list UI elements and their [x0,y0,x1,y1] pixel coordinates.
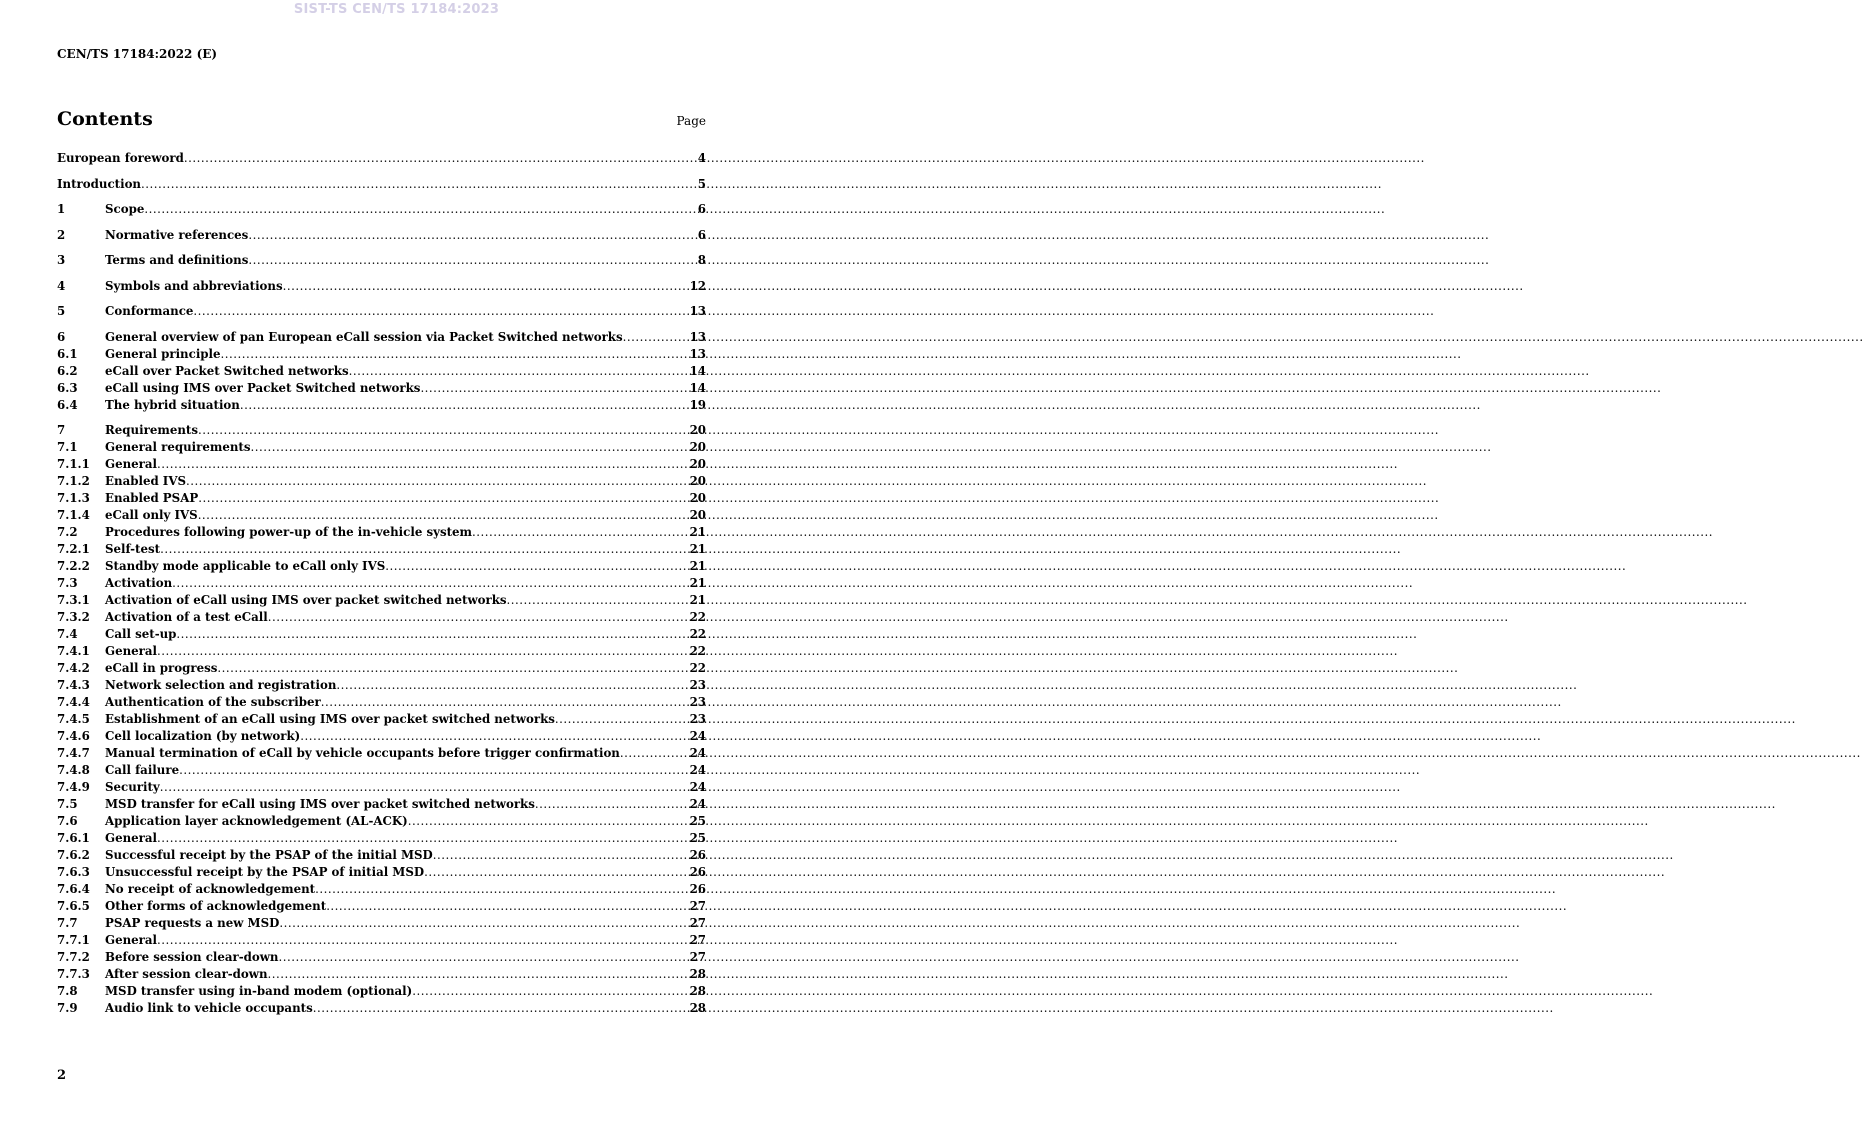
toc-dot-leader [221,346,690,363]
toc-entry-number: 2 [57,227,66,242]
toc-entry[interactable] [57,847,706,864]
toc-entry-number: 1 [57,202,66,216]
toc-entry-page: 13 [689,304,706,318]
toc-entry-page: 14 [689,380,706,395]
toc-entry-page: 21 [689,576,706,590]
toc-entry-page: 23 [689,712,706,726]
toc-entry[interactable] [57,745,706,762]
toc-dot-leader [555,711,690,728]
toc-entry-title: Successful receipt by the PSAP of the initial MSD [105,848,433,862]
toc-entry-title: General principle [105,346,221,361]
toc-entry-page: 6 [697,202,706,216]
toc-entry-page: 26 [689,865,706,879]
toc-entry-page: 21 [689,559,706,573]
toc-entry-page: 20 [689,457,706,471]
toc-entry[interactable] [57,329,706,346]
toc-entry-title: General [105,831,158,845]
toc-entry-number: 7 [57,423,66,437]
toc-entry-title: Activation [105,576,173,590]
toc-entry-number: 6.1 [57,346,78,361]
toc-entry-number: 7.4.3 [57,678,90,692]
toc-entry[interactable] [57,473,706,490]
toc-entry-page: 5 [697,176,706,191]
toc-entry-page: 28 [689,967,706,981]
toc-entry-number: 7.2.2 [57,559,90,573]
toc-dot-leader [535,796,690,813]
toc-entry-title: General [105,457,158,471]
toc-entry-title: Unsuccessful receipt by the PSAP of initial MSD [105,865,425,879]
toc-entry-title: Requirements [105,423,198,437]
toc-entry-page: 14 [689,363,706,378]
toc-entry[interactable] [57,898,706,915]
toc-entry[interactable] [57,915,706,932]
toc-entry[interactable] [57,949,706,966]
toc-dot-leader [157,456,690,473]
toc-entry-page: 24 [689,780,706,794]
toc-entry[interactable] [57,541,706,558]
toc-entry-title: General [105,644,158,658]
toc-entry-page: 22 [689,627,706,641]
toc-entry[interactable] [57,227,706,244]
toc-entry-title: Call failure [105,763,180,777]
toc-dot-leader [217,660,689,677]
toc-entry[interactable] [57,490,706,507]
toc-entry-title: European foreword [57,151,184,165]
toc-entry-title: Symbols and abbreviations [105,278,283,293]
toc-entry-page: 27 [689,899,706,913]
toc-entry-title: Normative references [105,227,249,242]
toc-entry-page: 28 [689,1001,706,1015]
toc-dot-leader [172,575,689,592]
page-column-heading: Page [676,114,706,128]
toc-entry-title: General [105,933,158,947]
toc-entry[interactable] [57,728,706,745]
toc-entry[interactable] [57,524,706,541]
toc-entry-page: 21 [689,525,706,539]
toc-entry-title: The hybrid situation [105,397,240,412]
toc-entry-number: 7.3.2 [57,610,90,624]
toc-entry-page: 19 [689,397,706,412]
toc-entry-title: Self-test [105,542,161,556]
toc-dot-leader [408,813,690,830]
toc-entry-title: eCall using IMS over Packet Switched networks [105,380,421,395]
toc-entry-number: 7.6.1 [57,831,90,845]
toc-entry-number: 7.6.2 [57,848,90,862]
toc-dot-leader [248,227,697,244]
toc-entry-number: 5 [57,304,66,318]
toc-entry-title: eCall over Packet Switched networks [105,363,349,378]
toc-entry-title: Establishment of an eCall using IMS over packet switched networks [105,712,555,726]
toc-entry-page: 8 [697,253,706,267]
toc-entry-title: General overview of pan European eCall session via Packet Switched networks [105,329,623,344]
toc-entry-page: 28 [689,984,706,998]
toc-entry[interactable] [57,677,706,694]
toc-entry[interactable] [57,983,706,1000]
toc-entry-title: Introduction [57,176,142,191]
toc-entry-number: 7.4.8 [57,763,90,777]
toc-dot-leader [507,592,690,609]
toc-entry-number: 7.7.2 [57,950,90,964]
toc-entry[interactable] [57,439,706,456]
toc-entry-page: 22 [689,661,706,675]
toc-entry-number: 7.6.5 [57,899,90,913]
toc-entry[interactable] [57,380,706,397]
toc-entry[interactable] [57,864,706,881]
toc-entry[interactable] [57,456,706,473]
toc-entry-number: 7.1 [57,440,78,454]
toc-entry[interactable] [57,303,706,320]
toc-entry[interactable] [57,422,706,439]
toc-dot-leader [326,898,689,915]
toc-entry-page: 26 [689,848,706,862]
toc-entry-number: 7.4.4 [57,695,90,709]
toc-entry[interactable] [57,507,706,524]
toc-entry-number: 7.4.9 [57,780,90,794]
toc-entry-page: 21 [689,593,706,607]
toc-entry[interactable] [57,626,706,643]
toc-dot-leader [279,949,690,966]
toc-entry-number: 7.3.1 [57,593,90,607]
toc-entry-number: 7.6 [57,814,78,828]
toc-dot-leader [620,745,690,762]
toc-entry-title: Authentication of the subscriber [105,695,321,709]
toc-entry-number: 7.4.2 [57,661,90,675]
toc-dot-leader [179,762,689,779]
toc-entry[interactable] [57,711,706,728]
toc-dot-leader [300,728,689,745]
table-of-contents [57,150,706,1017]
toc-entry-title: MSD transfer for eCall using IMS over packet switched networks [105,797,535,811]
toc-entry-page: 27 [689,950,706,964]
toc-entry-title: Cell localization (by network) [105,729,301,743]
toc-entry[interactable] [57,966,706,983]
toc-entry[interactable] [57,660,706,677]
toc-entry-page: 26 [689,882,706,896]
toc-entry-title: Scope [105,202,145,216]
toc-entry-title: Manual termination of eCall by vehicle occupants before trigger confirmation [105,746,620,760]
toc-dot-leader [248,252,697,269]
toc-entry-page: 20 [689,491,706,505]
toc-dot-leader [315,881,689,898]
toc-entry[interactable] [57,881,706,898]
toc-entry[interactable] [57,813,706,830]
toc-dot-leader [336,677,689,694]
document-id: CEN/TS 17184:2022 (E) [57,47,218,61]
toc-entry[interactable] [57,252,706,269]
toc-dot-leader [412,983,689,1000]
toc-entry-title: Activation of eCall using IMS over packet switched networks [105,593,507,607]
toc-dot-leader [424,864,689,881]
toc-entry-page: 25 [689,814,706,828]
toc-entry[interactable] [57,694,706,711]
toc-entry[interactable] [57,779,706,796]
toc-dot-leader [160,541,689,558]
toc-entry-page: 24 [689,797,706,811]
toc-entry-number: 7.4 [57,627,78,641]
toc-entry-title: Before session clear-down [105,950,279,964]
toc-entry-number: 7.1.1 [57,457,90,471]
toc-dot-leader [184,150,698,167]
toc-entry[interactable] [57,1000,706,1017]
toc-entry-page: 23 [689,678,706,692]
toc-entry-number: 7.2.1 [57,542,90,556]
toc-dot-leader [283,278,690,295]
toc-entry-title: Enabled IVS [105,474,186,488]
toc-entry-number: 7.6.3 [57,865,90,879]
toc-dot-leader [385,558,689,575]
toc-entry-title: Conformance [105,304,194,318]
toc-entry-page: 24 [689,763,706,777]
toc-entry[interactable] [57,346,706,363]
toc-dot-leader [198,422,690,439]
toc-entry-page: 23 [689,695,706,709]
toc-entry-page: 27 [689,916,706,930]
toc-entry[interactable] [57,830,706,847]
toc-entry-number: 6.3 [57,380,78,395]
toc-entry-title: Terms and definitions [105,253,249,267]
toc-dot-leader [472,524,690,541]
toc-dot-leader [198,507,690,524]
toc-entry-number: 6.4 [57,397,78,412]
toc-entry-number: 7.7 [57,916,78,930]
toc-entry[interactable] [57,558,706,575]
toc-entry[interactable] [57,278,706,295]
toc-entry-title: PSAP requests a new MSD [105,916,280,930]
toc-entry-page: 22 [689,610,706,624]
toc-entry[interactable] [57,176,706,193]
toc-entry-page: 20 [689,440,706,454]
toc-entry-number: 7.6.4 [57,882,90,896]
page-number: 2 [57,1068,67,1083]
toc-entry-page: 22 [689,644,706,658]
toc-dot-leader [420,380,689,397]
toc-entry-page: 20 [689,508,706,522]
watermark: SIST-TS CEN/TS 17184:2023 [293,2,500,17]
toc-dot-leader [240,397,690,414]
toc-entry-number: 7.5 [57,797,78,811]
toc-entry-number: 7.7.3 [57,967,90,981]
toc-entry-number: 3 [57,253,66,267]
toc-entry-title: Procedures following power-up of the in-vehicle system [105,525,473,539]
toc-entry[interactable] [57,762,706,779]
toc-entry-title: No receipt of acknowledgement [105,882,316,896]
toc-entry-page: 13 [689,346,706,361]
toc-dot-leader [321,694,690,711]
toc-dot-leader [349,363,690,380]
toc-entry-page: 25 [689,831,706,845]
toc-entry-number: 7.1.4 [57,508,90,522]
toc-dot-leader [193,303,689,320]
toc-dot-leader [268,966,690,983]
toc-dot-leader [176,626,689,643]
toc-entry-page: 12 [689,278,706,293]
toc-dot-leader [186,473,690,490]
toc-dot-leader [144,201,697,218]
toc-dot-leader [433,847,690,864]
toc-entry[interactable] [57,363,706,380]
toc-entry-number: 6 [57,329,66,344]
toc-entry-number: 6.2 [57,363,78,378]
toc-entry-number: 7.1.2 [57,474,90,488]
toc-entry-number: 7.1.3 [57,491,90,505]
toc-entry-title: Activation of a test eCall [105,610,268,624]
toc-entry[interactable] [57,932,706,949]
toc-entry[interactable] [57,643,706,660]
toc-dot-leader [313,1000,690,1017]
toc-entry[interactable] [57,592,706,609]
toc-entry-page: 24 [689,729,706,743]
toc-entry-title: Network selection and registration [105,678,337,692]
toc-entry-number: 7.4.6 [57,729,90,743]
toc-entry[interactable] [57,201,706,218]
toc-entry[interactable] [57,609,706,626]
toc-entry-page: 13 [689,329,706,344]
toc-entry-title: eCall only IVS [105,508,198,522]
toc-dot-leader [198,490,689,507]
toc-entry-title: Application layer acknowledgement (AL-ACK) [105,814,408,828]
toc-dot-leader [141,176,698,193]
toc-entry-title: eCall in progress [105,661,218,675]
toc-entry-page: 20 [689,474,706,488]
toc-entry-title: Security [105,780,160,794]
toc-dot-leader [160,779,690,796]
toc-entry-number: 4 [57,278,66,293]
toc-entry-number: 7.7.1 [57,933,90,947]
toc-entry-title: After session clear-down [105,967,268,981]
toc-entry-title: Call set-up [105,627,177,641]
toc-dot-leader [157,643,690,660]
toc-entry-page: 24 [689,746,706,760]
toc-entry[interactable] [57,150,706,167]
toc-entry-page: 6 [697,227,706,242]
toc-entry-title: Audio link to vehicle occupants [105,1001,313,1015]
toc-entry-number: 7.3 [57,576,78,590]
toc-dot-leader [157,932,690,949]
toc-entry-number: 7.4.7 [57,746,90,760]
toc-entry-title: MSD transfer using in-band modem (optional) [105,984,413,998]
toc-dot-leader [251,439,690,456]
toc-entry-page: 21 [689,542,706,556]
toc-entry[interactable] [57,796,706,813]
toc-entry-title: Other forms of acknowledgement [105,899,327,913]
toc-entry-title: General requirements [105,440,251,454]
contents-title: Contents [57,108,153,130]
toc-entry-number: 7.2 [57,525,78,539]
toc-dot-leader [623,329,690,346]
toc-entry-number: 7.9 [57,1001,78,1015]
toc-dot-leader [279,915,689,932]
toc-entry-title: Enabled PSAP [105,491,199,505]
toc-entry-number: 7.8 [57,984,78,998]
toc-dot-leader [268,609,690,626]
toc-entry-number: 7.4.1 [57,644,90,658]
toc-entry[interactable] [57,397,706,414]
toc-dot-leader [157,830,690,847]
toc-entry-number: 7.4.5 [57,712,90,726]
toc-entry-page: 27 [689,933,706,947]
toc-entry[interactable] [57,575,706,592]
toc-entry-page: 20 [689,423,706,437]
toc-entry-title: Standby mode applicable to eCall only IVS [105,559,386,573]
toc-entry-page: 4 [697,151,706,165]
